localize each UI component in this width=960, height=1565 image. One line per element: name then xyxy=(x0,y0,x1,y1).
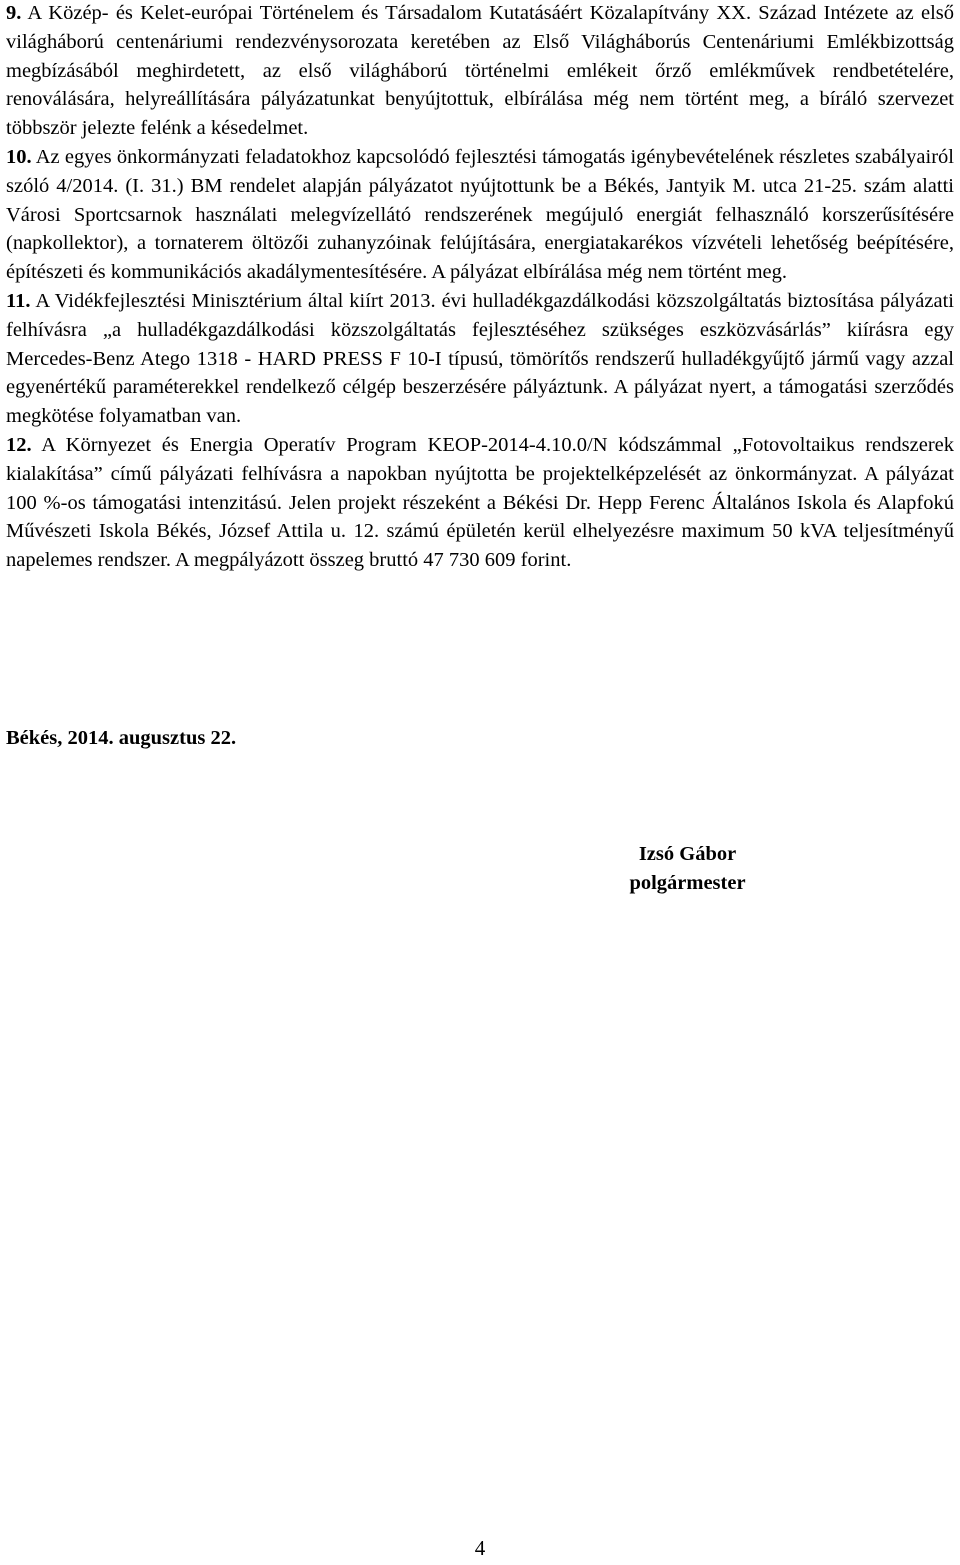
signer-name: Izsó Gábor xyxy=(638,843,737,865)
document-date: Békés, 2014. augusztus 22. xyxy=(6,727,237,749)
paragraph-12 xyxy=(6,431,954,575)
paragraph-10 xyxy=(6,143,954,287)
paragraph-11 xyxy=(6,287,954,431)
paragraph-number: 12. xyxy=(6,433,32,456)
page-number: 4 xyxy=(474,1536,486,1560)
signature-block xyxy=(600,840,775,898)
paragraph-9 xyxy=(6,0,954,143)
paragraph-text: A Környezet és Energia Operatív Program KEOP-2014-4.10.0/N kódszámmal „Fotovoltaikus rendszerek kialakítása” című pályázati felhívásra a napokban nyújtotta be projektelképzelését az önkormányzat. A pályázat 100 %-os támogatási intenzitású. Jelen projekt részeként a Békési Dr. Hepp Ferenc Általános Iskola és Alapfokú Művészeti Iskola Békés, József Attila u. 12. számú épületén kerül elhelyezésre maximum 50 kVA teljesítményű napelemes rendszer. A megpályázott összeg bruttó 47 730 609 forint. xyxy=(6,433,954,572)
document-body xyxy=(6,0,954,575)
paragraph-text: A Vidékfejlesztési Minisztérium által kiírt 2013. évi hulladékgazdálkodási közszolgáltatás biztosítása pályázati felhívásra „a hulladékgazdálkodási közszolgáltatás fejlesztéséhez szükséges eszközvásárlás” kiírásra egy Mercedes-Benz Atego 1318 - HARD PRESS F 10-I típusú, tömörítős rendszerű hulladékgyűjtő jármű vagy azzal egyenértékű paraméterekkel rendelkező célgép beszerzésére pályáztunk. A pályázat nyert, a támogatási szerződés megkötése folyamatban van. xyxy=(6,289,954,428)
paragraph-text: A Közép- és Kelet-európai Történelem és Társadalom Kutatásáért Közalapítvány XX. Század Intézete az első világháború centenáriumi rendezvénysorozata keretében az Első Világháborús Centenáriumi Emlékbizottság megbízásából meghirdetett, az első világháború történelmi emlékeit őrző emlékművek rendbetételére, renoválására, helyreállítására pályázatunkat benyújtottuk, elbírálása még nem történt meg, a bíráló szervezet többször jelezte felénk a késedelmet. xyxy=(6,2,954,140)
paragraph-text: Az egyes önkormányzati feladatokhoz kapcsolódó fejlesztési támogatás igénybevételének részletes szabályairól szóló 4/2014. (I. 31.) BM rendelet alapján pályázatot nyújtottunk be a Békés, Jantyik M. utca 21-25. szám alatti Városi Sportcsarnok használati melegvízellátó rendszerének megújuló energiát felhasználó korszerűsítésére (napkollektor), a tornaterem öltözői zuhanyzóinak felújítására, energiatakarékos vízvételi lehetőség beépítésére, építészeti és kommunikációs akadálymentesítésére. A pályázat elbírálása még nem történt meg. xyxy=(6,145,954,284)
paragraph-number: 9. xyxy=(6,2,22,24)
paragraph-number: 10. xyxy=(6,145,32,168)
paragraph-number: 11. xyxy=(6,289,31,312)
signer-title: polgármester xyxy=(629,872,746,894)
